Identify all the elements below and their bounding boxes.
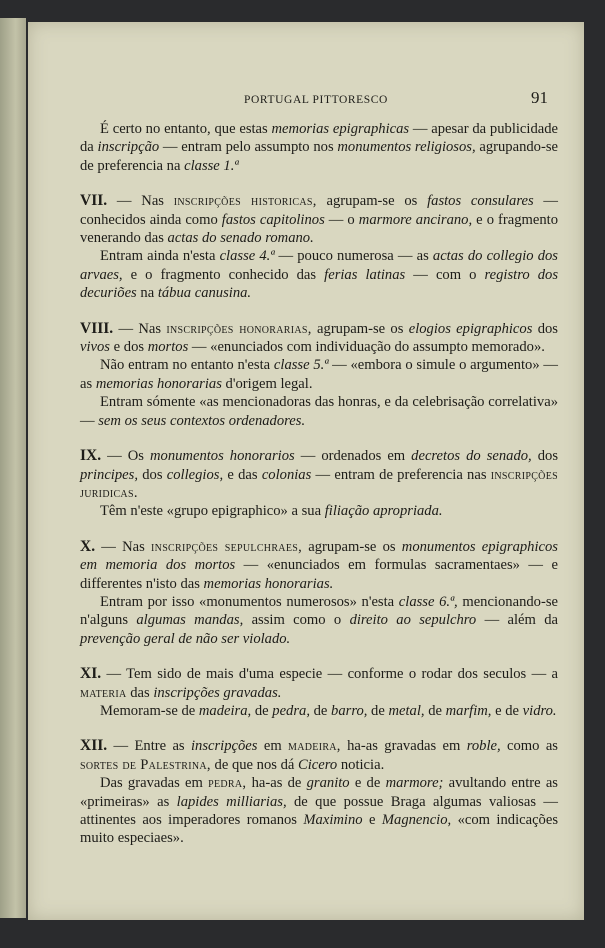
italic-text: actas do collegio dos arvaes, xyxy=(80,248,558,283)
italic-text: classe 5.ª xyxy=(273,357,329,374)
text-run: dos xyxy=(137,466,167,483)
italic-text: filiação apropriada. xyxy=(324,503,443,520)
italic-text: lapides milliarias, xyxy=(176,793,287,810)
paragraph xyxy=(80,356,558,393)
section-paragraph xyxy=(80,538,558,593)
section-paragraph xyxy=(80,192,558,247)
text-run: Memoram-se de xyxy=(100,702,199,719)
text-run: mencionando-se n'alguns xyxy=(80,593,558,629)
text-run: e das xyxy=(223,466,262,483)
text-run: na xyxy=(136,285,158,302)
italic-text: marmore ancirano, xyxy=(358,211,473,228)
italic-text: collegios, xyxy=(166,466,224,483)
small-caps-text: madeira, xyxy=(288,738,341,755)
page-body xyxy=(80,120,558,848)
text-run: agrupam-se os xyxy=(302,538,402,555)
text-run: — conhecidos ainda como xyxy=(80,193,558,228)
italic-text: fastos capitolinos xyxy=(221,211,325,228)
small-caps-text: sortes de Palestrina, xyxy=(80,756,211,773)
text-run: de xyxy=(309,702,332,719)
book-page xyxy=(28,22,584,920)
text-run: — Os xyxy=(101,448,150,465)
italic-text: memorias epigraphicas xyxy=(271,121,410,137)
italic-text: metal, xyxy=(388,702,425,719)
text-run: «com indicações muito especiaes». xyxy=(80,812,559,847)
text-run: dos xyxy=(532,320,558,337)
section-number: XI. xyxy=(80,665,102,683)
italic-text: memorias honorarias. xyxy=(203,575,334,592)
small-caps-text: inscripções juridicas. xyxy=(80,466,558,501)
adjacent-page-edge xyxy=(0,18,26,918)
italic-text: barro, xyxy=(331,702,368,719)
text-run: ha-as de xyxy=(246,775,307,792)
small-caps-text: materia xyxy=(80,684,127,701)
text-run: — ordenados em xyxy=(294,448,412,465)
text-run: avultando entre as «primeiras» as xyxy=(80,775,558,810)
text-run: — entram pelo assumpto nos xyxy=(159,139,338,156)
small-caps-text: inscripções historicas, xyxy=(173,193,317,210)
italic-text: principes, xyxy=(80,466,138,483)
italic-text: granito xyxy=(306,775,350,792)
italic-text: marmore; xyxy=(385,775,444,792)
section-paragraph xyxy=(80,447,558,502)
italic-text: monumentos religiosos, xyxy=(337,139,476,156)
italic-text: Maximino xyxy=(303,812,363,828)
text-run: — além da xyxy=(476,612,558,629)
italic-text: roble, xyxy=(466,738,501,755)
text-run: — entram de preferencia nas xyxy=(311,466,491,483)
italic-text: madeira, xyxy=(198,702,252,719)
text-run: — o xyxy=(324,211,359,228)
page-number: 91 xyxy=(531,88,548,107)
italic-text: prevenção geral de não ser violado. xyxy=(80,630,291,647)
text-run: de que nos dá xyxy=(210,756,299,773)
paragraph xyxy=(80,120,558,175)
italic-text: mortos xyxy=(147,339,189,356)
text-run: ha-as gravadas em xyxy=(340,738,467,755)
italic-text: vidro. xyxy=(522,702,557,719)
italic-text: elogios epigraphicos xyxy=(408,320,533,337)
section-paragraph xyxy=(80,665,558,702)
section-number: X. xyxy=(80,537,96,555)
italic-text: ferias latinas xyxy=(324,266,406,283)
text-run: e dos xyxy=(110,339,148,356)
italic-text: inscripções gravadas. xyxy=(153,684,282,701)
paragraph xyxy=(80,702,558,720)
small-caps-text: inscripções honorarias, xyxy=(166,320,312,337)
italic-text: classe 1.ª xyxy=(184,157,239,174)
paragraph xyxy=(80,774,558,848)
italic-text: algumas mandas, xyxy=(136,612,244,629)
text-run: em xyxy=(257,738,289,755)
text-run: e de xyxy=(349,775,386,792)
italic-text: memorias honorarias xyxy=(95,375,222,392)
italic-text: monumentos epigraphicos em memoria dos mortos xyxy=(80,538,558,574)
text-run: noticia. xyxy=(337,756,385,773)
section-number: XII. xyxy=(80,737,108,755)
text-run: e de xyxy=(491,702,523,719)
text-run: — pouco numerosa — as xyxy=(274,248,433,265)
italic-text: sem os seus contextos ordenadores. xyxy=(98,412,306,429)
text-run: agrupam-se os xyxy=(311,320,409,337)
text-run: — Tem sido de mais d'uma especie — conforme o rodar dos seculos — a xyxy=(101,666,558,683)
text-run: como as xyxy=(500,738,558,755)
section-paragraph xyxy=(80,320,558,357)
italic-text: vivos xyxy=(80,339,110,356)
italic-text: inscripção xyxy=(97,139,160,156)
paragraph xyxy=(80,593,558,648)
text-run: assim como o xyxy=(243,612,350,629)
italic-text: inscripções xyxy=(190,738,258,755)
text-run: e o fragmento conhecido das xyxy=(122,266,325,283)
text-run: Entram ainda n'esta xyxy=(100,248,220,265)
text-run: de xyxy=(424,702,446,719)
text-run: e xyxy=(362,812,382,828)
text-run: Das gravadas em xyxy=(100,775,209,792)
italic-text: marfim, xyxy=(445,702,492,719)
small-caps-text: pedra, xyxy=(208,775,247,792)
paragraph xyxy=(80,502,558,520)
text-run: — Nas xyxy=(113,320,167,337)
text-run: agrupam-se os xyxy=(316,193,428,210)
running-head: PORTUGAL PITTORESCO xyxy=(244,94,388,106)
italic-text: tábua canusina. xyxy=(157,285,252,302)
text-run: — Nas xyxy=(95,538,152,555)
italic-text: fastos consulares xyxy=(427,193,534,210)
text-run: Não entram no entanto n'esta xyxy=(100,357,274,374)
text-run: — «enunciados com individuação do assumpto memorado». xyxy=(188,339,545,356)
text-run: d'origem legal. xyxy=(221,375,313,392)
italic-text: classe 6.ª, xyxy=(398,593,458,610)
text-run: — com o xyxy=(405,266,485,283)
text-run: dos xyxy=(531,448,558,465)
text-run: Entram sómente «as mencionadoras das honras, e da celebrisação correlativa» — xyxy=(80,394,558,429)
text-run: — Entre as xyxy=(107,738,191,755)
text-run: — Nas xyxy=(107,193,174,210)
small-caps-text: inscripções sepulchraes, xyxy=(151,538,303,555)
italic-text: classe 4.ª xyxy=(219,248,275,265)
text-run: das xyxy=(126,684,154,701)
italic-text: monumentos honorarios xyxy=(150,448,295,465)
italic-text: actas do senado romano. xyxy=(167,230,314,247)
text-run: É certo no entanto, que estas xyxy=(100,121,272,137)
italic-text: direito ao sepulchro xyxy=(349,612,477,629)
text-run: agrupando-se de preferencia na xyxy=(80,139,558,174)
paragraph xyxy=(80,393,558,430)
text-run: — apesar da publicidade da xyxy=(80,121,559,156)
text-run: Têm n'este «grupo epigraphico» a sua xyxy=(100,503,325,520)
italic-text: registro dos decuriões xyxy=(80,266,558,302)
page-header xyxy=(78,88,554,108)
italic-text: pedra, xyxy=(272,702,310,719)
section-number: VII. xyxy=(80,192,108,210)
text-run: de xyxy=(251,702,273,719)
italic-text: Cicero xyxy=(298,756,338,773)
text-run: e o fragmento venerando das xyxy=(80,211,558,247)
italic-text: decretos do senado, xyxy=(411,448,532,465)
text-run: de que possue Braga algumas valiosas — attinentes aos imperadores romanos xyxy=(80,793,558,828)
italic-text: colonias xyxy=(261,466,312,483)
text-run: Entram por isso «monumentos numerosos» n'esta xyxy=(100,593,399,610)
text-run: de xyxy=(367,702,389,719)
section-number: VIII. xyxy=(80,319,114,337)
italic-text: Magnencio, xyxy=(381,812,452,828)
text-run: — «embora o simule o argumento» — as xyxy=(80,357,558,392)
text-run: — «enunciados em formulas sacramentaes» — e differentes n'isto das xyxy=(80,557,558,592)
section-paragraph xyxy=(80,737,558,774)
paragraph xyxy=(80,247,558,302)
section-number: IX. xyxy=(80,447,102,465)
